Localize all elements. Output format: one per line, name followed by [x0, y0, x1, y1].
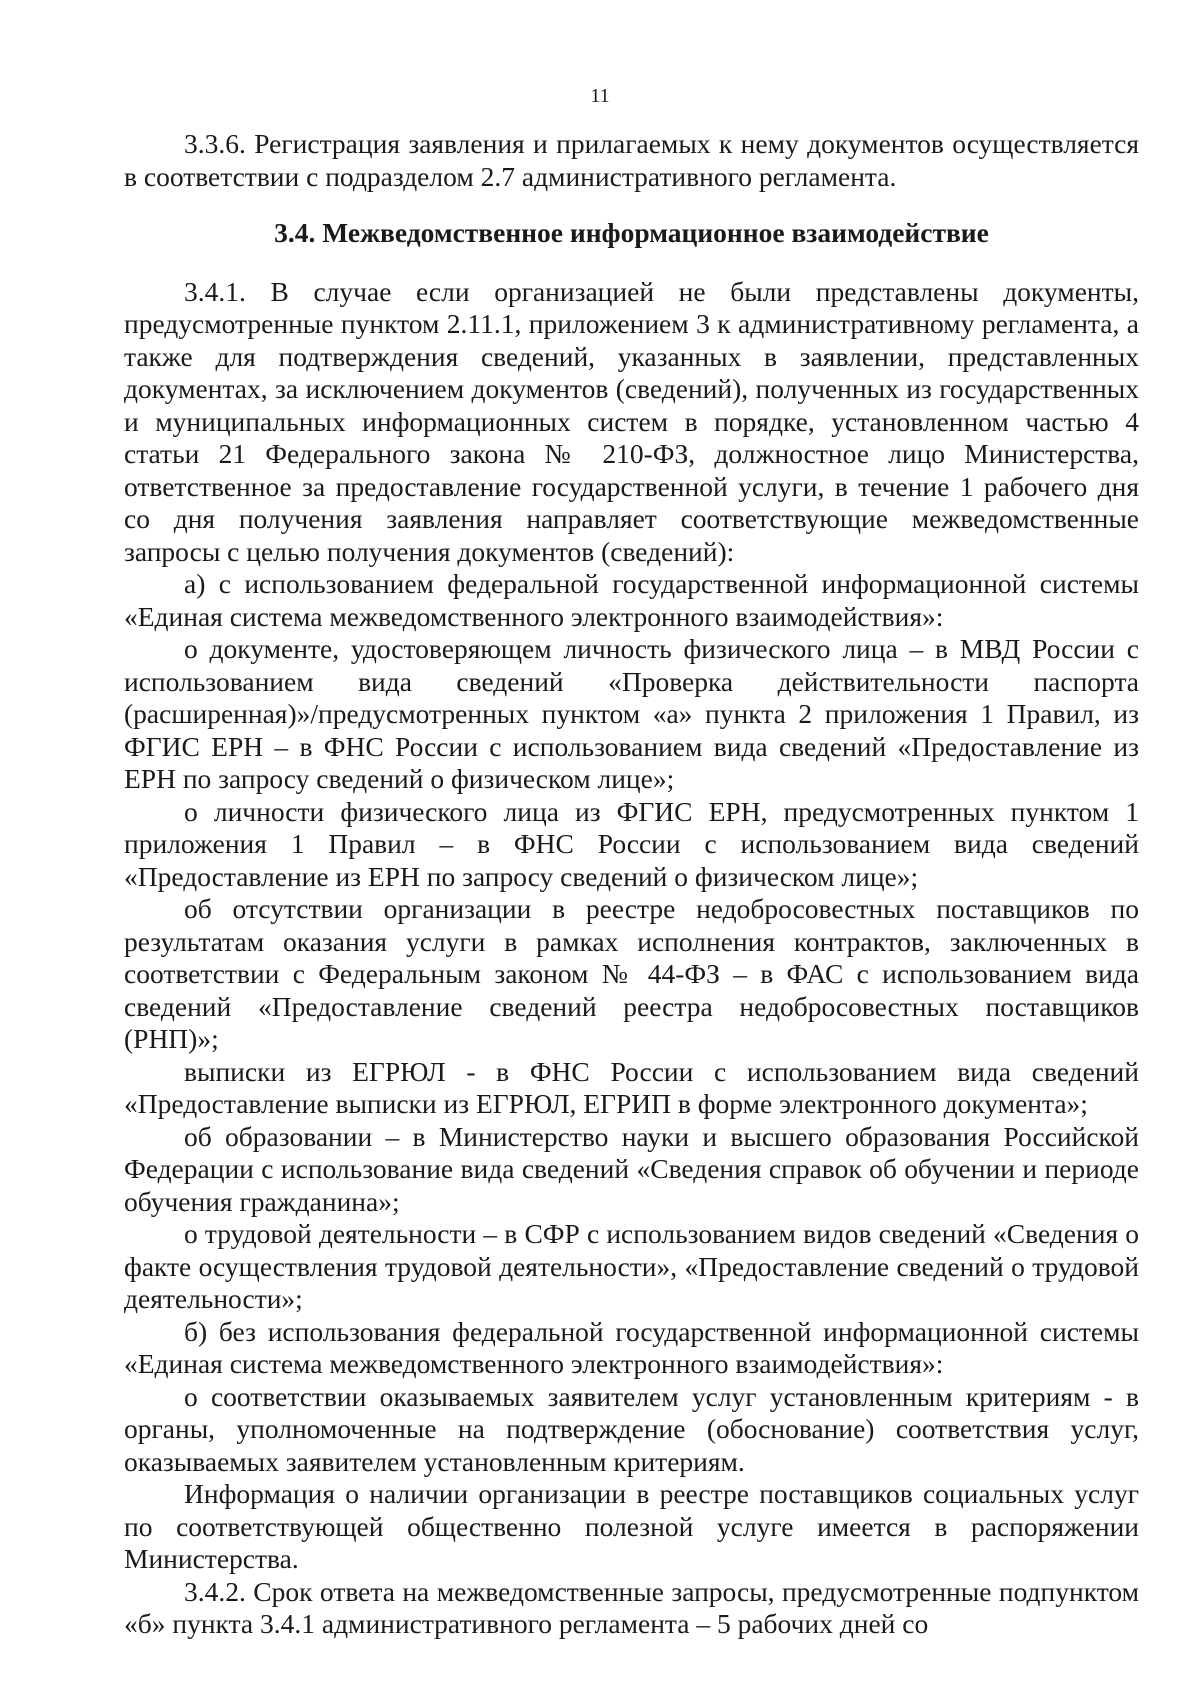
page-number: 11 [590, 85, 610, 107]
paragraph-egrul-extract: выписки из ЕГРЮЛ - в ФНС России с использованием вида сведений «Предоставление выписки из ЕГРЮЛ, ЕГРИП в форме электронного документа»; [124, 1055, 1139, 1119]
paragraph-identity-document: о документе, удостоверяющем личность физического лица – в МВД России с использованием вида сведений «Проверка действительности паспорта (расширенная)»/предусмотренных пунктом «а» пункта 2 приложения 1 Правил, из ФГИС ЕРН – в ФНС России с использованием вида сведений «Предоставление из ЕРН по запросу сведений о физическом лице»; [124, 633, 1139, 794]
section-heading: 3.4. Межведомственное информационное взаимодействие [274, 217, 989, 248]
paragraph-labor-activity: о трудовой деятельности – в СФР с использованием видов сведений «Сведения о факте осуществления трудовой деятельности», «Предоставление сведений о трудовой деятельности»; [124, 1218, 1139, 1314]
paragraph-item-b: б) без использования федеральной государственной информационной системы «Единая система межведомственного электронного взаимодействия»: [124, 1315, 1139, 1379]
document-body [124, 128, 1139, 1641]
paragraph-criteria-compliance: о соответствии оказываемых заявителем услуг установленным критериям - в органы, уполномоченные на подтверждение (обоснование) соответствия услуг, оказываемых заявителем установленным критериям. [124, 1380, 1139, 1477]
paragraph-unscrupulous-suppliers: об отсутствии организации в реестре недобросовестных поставщиков по результатам оказания услуги в рамках исполнения контрактов, заключенных в соответствии с Федеральным законом № 44-ФЗ – в ФАС с использованием вида сведений «Предоставление сведений реестра недобросовестных поставщиков (РНП)»; [124, 893, 1139, 1054]
paragraph-registry-info: Информация о наличии организации в реестре поставщиков социальных услуг по соответствующей общественно полезной услуге имеется в распоряжении Министерства. [124, 1478, 1139, 1574]
paragraph-education: об образовании – в Министерство науки и высшего образования Российской Федерации с использование вида сведений «Сведения справок об обучении и периоде обучения гражданина»; [124, 1120, 1139, 1217]
paragraph-3-4-2: 3.4.2. Срок ответа на межведомственные запросы, предусмотренные подпунктом «б» пункта 3.4.1 административного регламента – 5 рабочих дней со [124, 1575, 1139, 1639]
paragraph-item-a: а) с использованием федеральной государственной информационной системы «Единая система межведомственного электронного взаимодействия»: [124, 568, 1139, 632]
paragraph-3-4-1: 3.4.1. В случае если организацией не были представлены документы, предусмотренные пунктом 2.11.1, приложением 3 к административному регламента, а также для подтверждения сведений, указанных в заявлении, представленных документах, за исключением документов (сведений), полученных из государственных и муниципальных информационных систем в порядке, установленном частью 4 статьи 21 Федерального закона № 210-ФЗ, должностное лицо Министерства, ответственное за предоставление государственной услуги, в течение 1 рабочего дня со дня получения заявления направляет соответствующие межведомственные запросы с целью получения документов (сведений): [124, 275, 1139, 567]
paragraph-3-3-6: 3.3.6. Регистрация заявления и прилагаемых к нему документов осуществляется в соответствии с подразделом 2.7 административного регламента. [124, 128, 1139, 192]
paragraph-person-identity: о личности физического лица из ФГИС ЕРН, предусмотренных пунктом 1 приложения 1 Правил – в ФНС России с использованием вида сведений «Предоставление из ЕРН по запросу сведений о физическом лице»; [124, 795, 1139, 892]
